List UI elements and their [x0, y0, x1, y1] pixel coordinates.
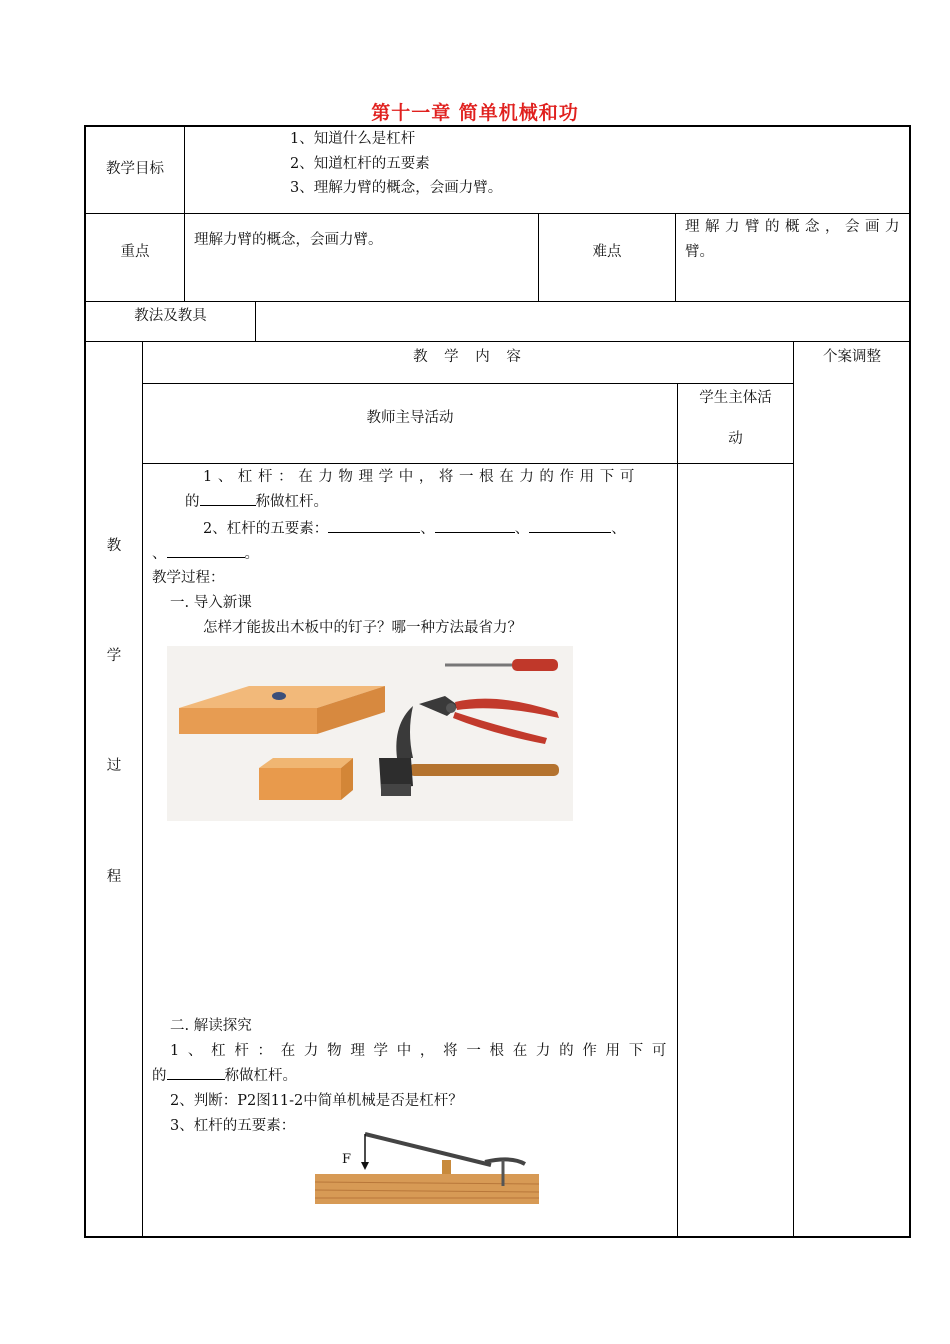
side-char: 过 [106, 758, 122, 774]
force-label: F [342, 1152, 352, 1167]
objective-item: 2、知道杠杆的五要素 [290, 156, 430, 172]
content-header: 教 学 内 容 [413, 349, 527, 365]
judge-question: 2、判断：P2图11-2中简单机械是否是杠杆？ [170, 1093, 463, 1109]
side-char: 教 [106, 538, 122, 554]
process-label: 教学过程： [152, 570, 225, 586]
answer-blank[interactable] [167, 543, 245, 558]
question-text: 怎样才能拔出木板中的钉子？哪一种方法最省力？ [203, 620, 522, 636]
step-heading: 一. 导入新课 [170, 595, 252, 611]
answer-blank[interactable] [200, 491, 256, 506]
screwdriver-handle [512, 659, 558, 671]
lever-bar [365, 1134, 491, 1165]
teacher-header: 教师主导活动 [366, 410, 454, 426]
difficulty-text: 理解力臂的概念，会画力 [685, 219, 905, 235]
answer-blank[interactable] [435, 518, 515, 533]
side-char: 学 [106, 648, 122, 664]
adjust-header: 个案调整 [823, 349, 881, 365]
lever-definition-blank-line: 的 称做杠杆。 [152, 1065, 297, 1087]
key-text: 理解力臂的概念，会画力臂。 [194, 232, 383, 248]
lever-definition-blank-line: 的 称做杠杆。 [185, 491, 328, 513]
page-title: 第十一章 简单机械和功 [371, 102, 579, 124]
small-block [259, 768, 341, 800]
student-header: 动 [728, 431, 743, 447]
answer-blank[interactable] [167, 1065, 225, 1080]
difficulty-text: 臂。 [685, 244, 714, 260]
nail-head [272, 692, 286, 700]
objective-item: 1、知道什么是杠杆 [290, 131, 416, 147]
lever-definition-line: 1、杠杆：在力物理学中，将一根在力的作用下可 [203, 469, 640, 485]
step-heading: 二. 解读探究 [170, 1018, 252, 1034]
side-char: 程 [106, 869, 122, 885]
tools-image [167, 646, 573, 821]
five-elements-question: 3、杠杆的五要素： [170, 1118, 296, 1134]
five-elements-line: 2、杠杆的五要素： 、 、 、 [203, 518, 626, 540]
key-label: 重点 [120, 244, 150, 260]
student-header: 学生主体活 [699, 390, 772, 406]
methods-label: 教法及教具 [134, 308, 207, 324]
lever-definition-line: 1、杠杆：在力物理学中，将一根在力的作用下可 [170, 1043, 676, 1059]
answer-blank[interactable] [328, 518, 420, 533]
five-elements-line-2: 、 。 [152, 543, 259, 565]
fulcrum-block [442, 1160, 451, 1174]
wood-plank [315, 1174, 539, 1204]
objectives-label: 教学目标 [106, 161, 164, 177]
difficulty-label: 难点 [592, 244, 622, 260]
hammer-handle [409, 764, 559, 776]
answer-blank[interactable] [529, 518, 611, 533]
objective-item: 3、理解力臂的概念，会画力臂。 [290, 180, 503, 196]
board-front [179, 708, 317, 734]
